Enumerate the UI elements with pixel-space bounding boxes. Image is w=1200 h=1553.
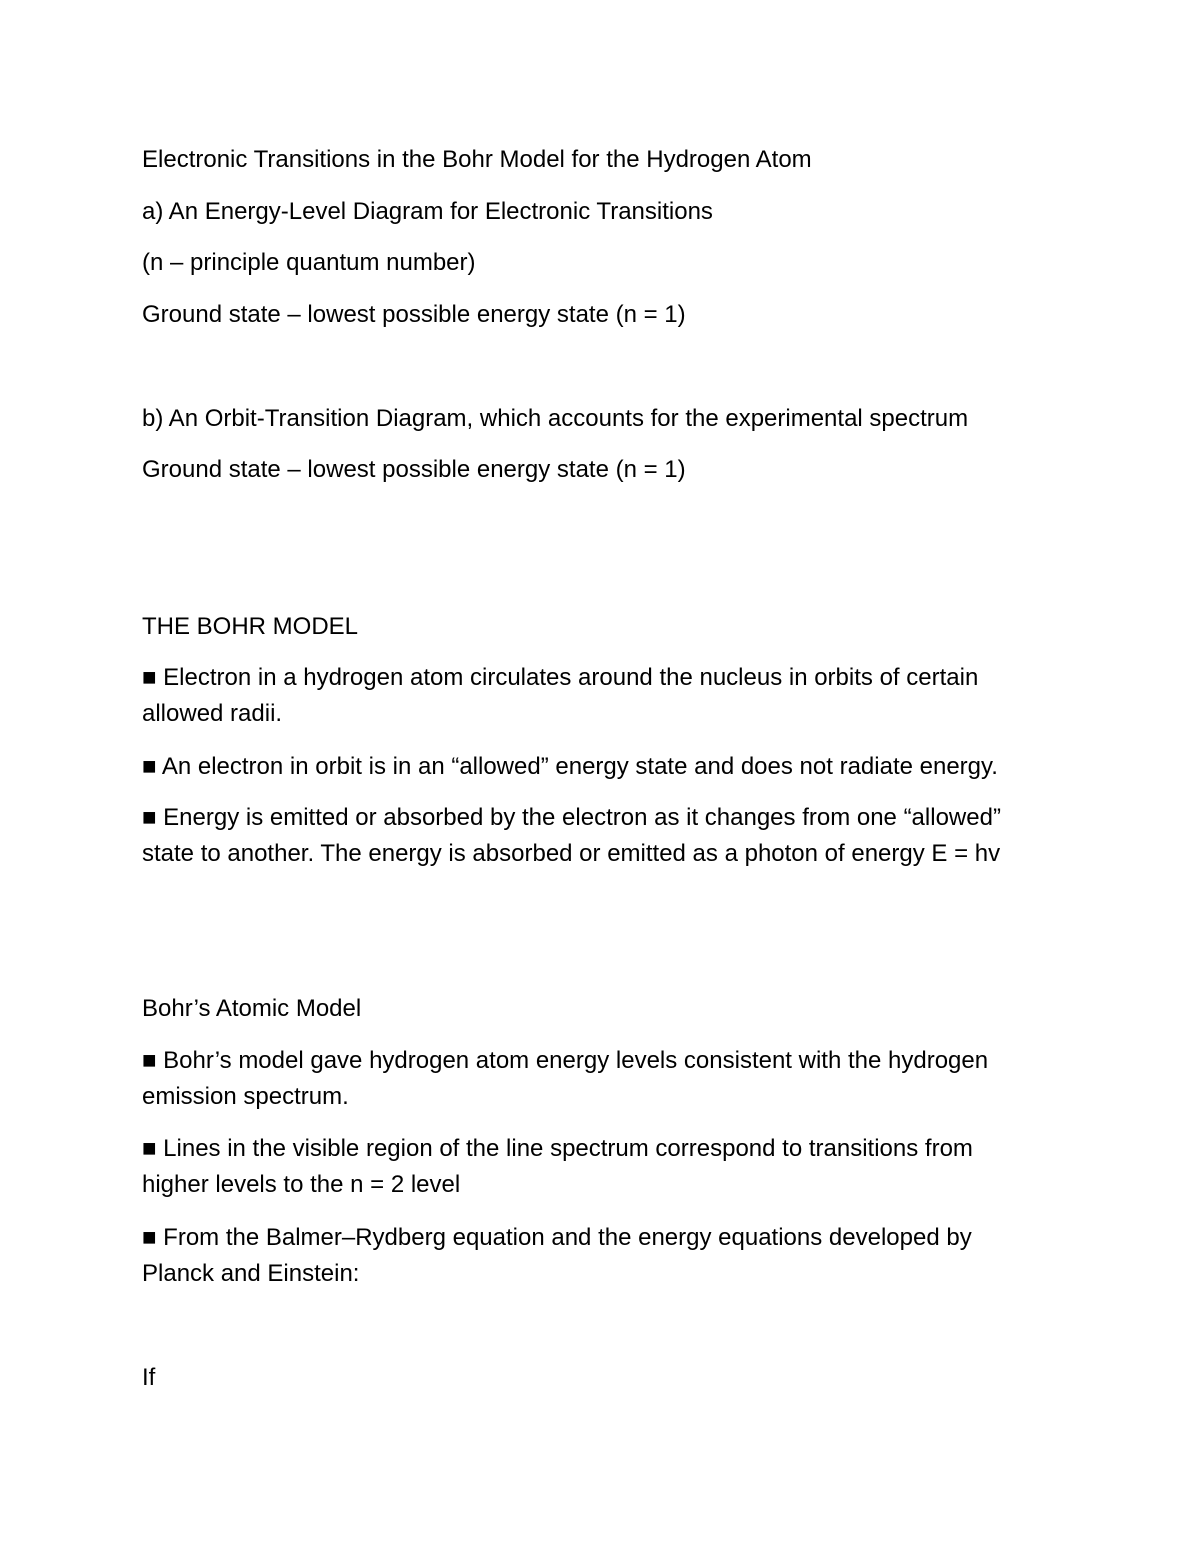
- item-b-orbit-transition-diagram: b) An Orbit-Transition Diagram, which accounts for the experimental spectrum: [142, 405, 969, 432]
- bohr-model-bullet-3: [142, 800, 1042, 872]
- atomic-model-bullet-1: [142, 1043, 1042, 1115]
- atomic-model-bullet-2: [142, 1131, 1042, 1203]
- bullet-text: ■ Bohr’s model gave hydrogen atom energy levels consistent with the hydrogen: [142, 1047, 989, 1074]
- bullet-text: emission spectrum.: [142, 1083, 349, 1110]
- atomic-model-heading: Bohr’s Atomic Model: [142, 995, 362, 1022]
- bohr-model-heading: THE BOHR MODEL: [142, 613, 359, 640]
- quantum-number-note: (n – principle quantum number): [142, 249, 476, 276]
- item-a-energy-level-diagram: a) An Energy-Level Diagram for Electronic Transitions: [142, 198, 713, 225]
- ground-state-definition-2: Ground state – lowest possible energy state (n = 1): [142, 456, 686, 483]
- bullet-text: ■ Electron in a hydrogen atom circulates around the nucleus in orbits of certain: [142, 664, 979, 691]
- bullet-text: ■ Energy is emitted or absorbed by the electron as it changes from one “allowed”: [142, 804, 1001, 831]
- bullet-text: ■ Lines in the visible region of the line spectrum correspond to transitions from: [142, 1135, 973, 1162]
- atomic-model-bullet-3: [142, 1220, 1042, 1292]
- ground-state-definition: Ground state – lowest possible energy state (n = 1): [142, 301, 686, 328]
- bohr-model-bullet-1: [142, 660, 1042, 732]
- trailing-text: If: [142, 1364, 156, 1391]
- document-title: Electronic Transitions in the Bohr Model for the Hydrogen Atom: [142, 146, 812, 173]
- bullet-text: allowed radii.: [142, 700, 283, 727]
- bohr-model-bullet-2: ■ An electron in orbit is in an “allowed” energy state and does not radiate energy.: [142, 753, 998, 780]
- bullet-text: Planck and Einstein:: [142, 1260, 360, 1287]
- bullet-text: state to another. The energy is absorbed or emitted as a photon of energy E = hv: [142, 840, 1001, 867]
- bullet-text: higher levels to the n = 2 level: [142, 1171, 461, 1198]
- bullet-text: ■ From the Balmer–Rydberg equation and the energy equations developed by: [142, 1224, 972, 1251]
